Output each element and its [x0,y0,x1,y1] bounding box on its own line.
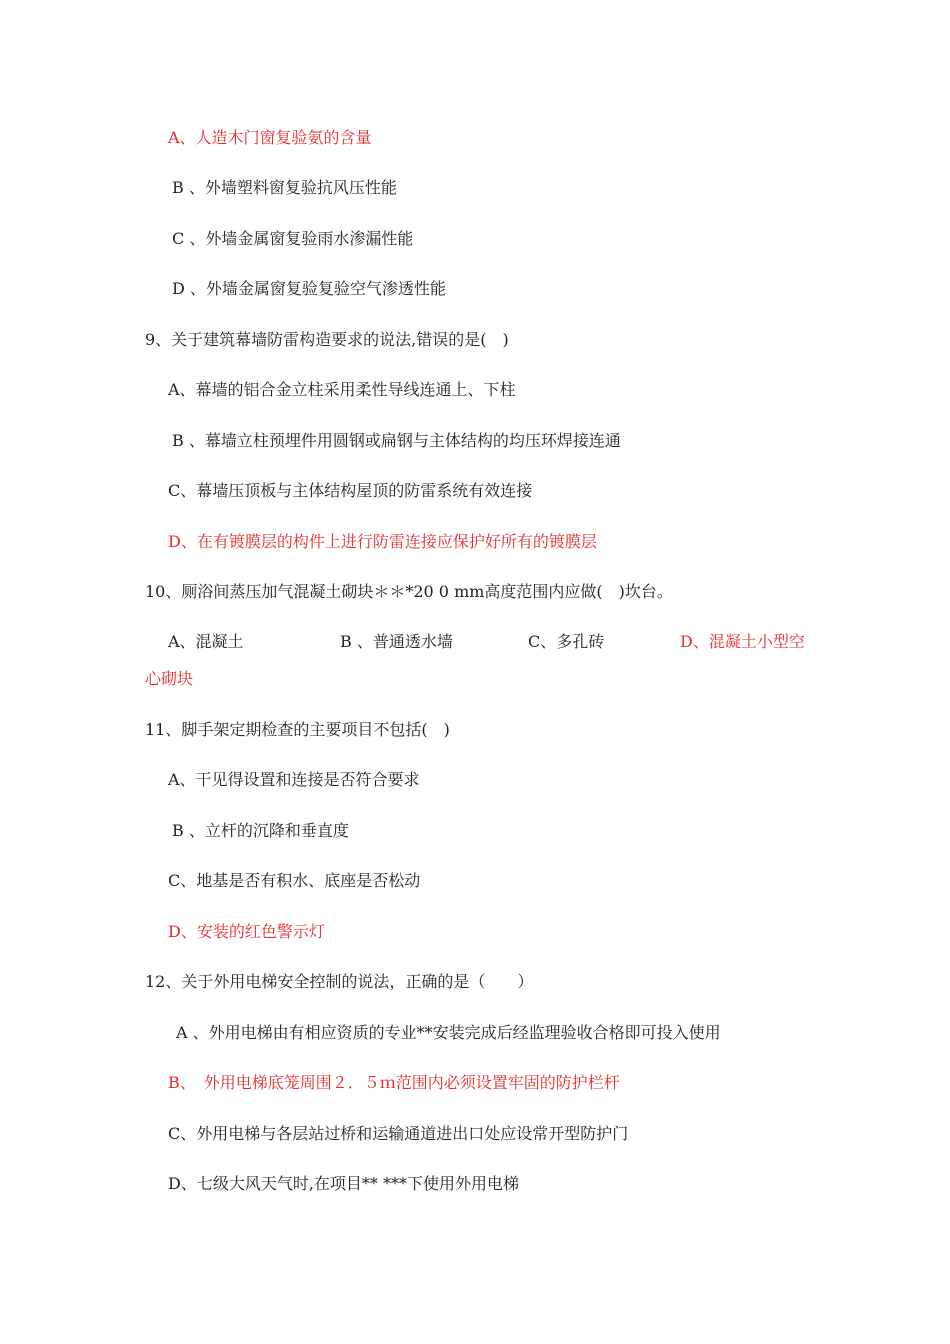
q11-option-d: D、安装的红色警示灯 [168,922,325,941]
q8-option-c: C 、外墙金属窗复验雨水渗漏性能 [172,229,414,248]
q10-option-b: B 、普通透水墙 [340,632,453,651]
q11-option-b: B 、立杆的沉降和垂直度 [172,821,349,840]
q9-stem: 9、关于建筑幕墙防雷构造要求的说法,错误的是( ) [145,330,509,349]
q8-option-a: A、人造木门窗复验氨的含量 [168,128,372,147]
q12-option-c: C、外用电梯与各层站过桥和运输通道进出口处应设常开型防护门 [168,1124,629,1143]
q12-option-d: D、七级大风天气时,在项目** ***下使用外用电梯 [168,1174,520,1193]
q11-option-c: C、地基是否有积水、底座是否松动 [168,871,421,890]
q12-option-a: A 、外用电梯由有相应资质的专业**安装完成后经监理验收合格即可投入使用 [176,1023,721,1042]
q10-stem: 10、厕浴间蒸压加气混凝土砌块＊＊*20 0 mm高度范围内应做( )坎台。 [145,582,673,601]
q8-option-d: D 、外墙金属窗复验复验空气渗透性能 [172,279,446,298]
q8-option-b: B 、外墙塑料窗复验抗风压性能 [172,178,397,197]
q10-option-c: C、多孔砖 [528,632,605,651]
q11-stem: 11、脚手架定期检查的主要项目不包括( ) [145,720,450,739]
q11-option-a: A、干见得设置和连接是否符合要求 [168,770,420,789]
q10-option-d: D、混凝土小型空 [680,632,805,651]
q9-option-d: D、在有镀膜层的构件上进行防雷连接应保护好所有的镀膜层 [168,532,597,551]
q10-option-a: A、混凝土 [168,632,244,651]
q10-option-d-continued: 心砌块 [145,669,194,688]
q12-option-b: B、 外用电梯底笼周围２．５ｍ范围内必须设置牢固的防护栏杆 [168,1073,620,1092]
q9-option-c: C、幕墙压顶板与主体结构屋顶的防雷系统有效连接 [168,481,533,500]
q12-stem: 12、关于外用电梯安全控制的说法，正确的是（ ） [145,972,534,991]
q9-option-b: B 、幕墙立柱预埋件用圆钢或扁钢与主体结构的均压环焊接连通 [172,431,621,450]
q9-option-a: A、幕墙的铝合金立柱采用柔性导线连通上、下柱 [168,380,516,399]
